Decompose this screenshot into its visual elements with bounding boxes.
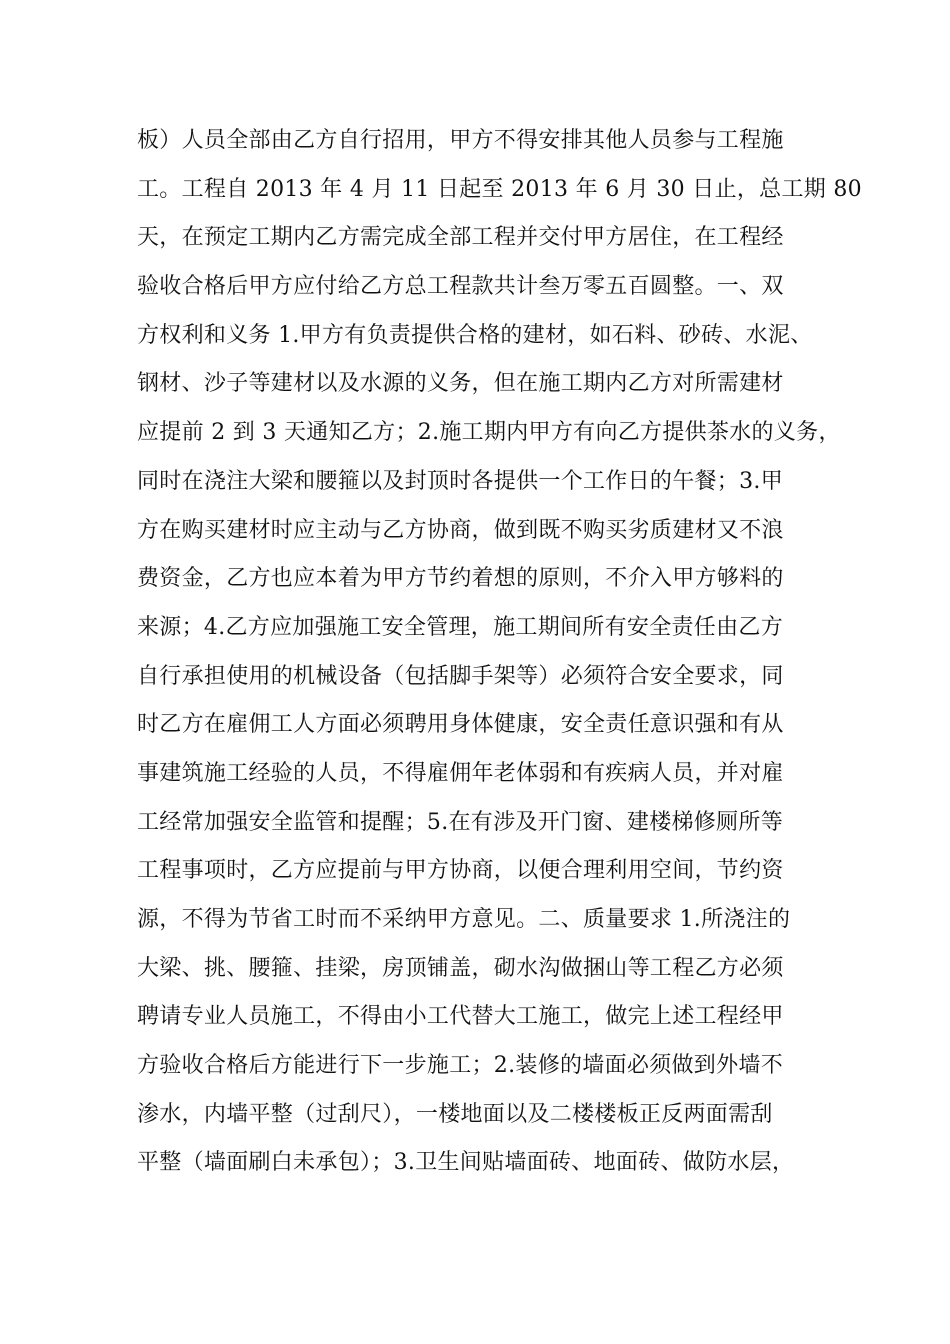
text-line: 费资金，乙方也应本着为甲方节约着想的原则，不介入甲方够料的 bbox=[137, 566, 784, 592]
text-line: 时乙方在雇佣工人方面必须聘用身体健康，安全责任意识强和有从 bbox=[137, 712, 784, 738]
text-line: 工经常加强安全监管和提醒；5.在有涉及开门窗、建楼梯修厕所等 bbox=[137, 809, 783, 835]
text-line: 平整（墙面刷白未承包）；3.卫生间贴墙面砖、地面砖、做防水层， bbox=[137, 1150, 795, 1176]
text-line: 板）人员全部由乙方自行招用，甲方不得安排其他人员参与工程施 bbox=[137, 128, 784, 153]
text-line: 验收合格后甲方应付给乙方总工程款共计叁万零五百圆整。一、双 bbox=[137, 274, 784, 300]
text-line: 方在购买建材时应主动与乙方协商，做到既不购买劣质建材又不浪 bbox=[137, 517, 784, 543]
text-line: 方权利和义务 1.甲方有负责提供合格的建材，如石料、砂砖、水泥、 bbox=[137, 322, 813, 348]
text-line: 工。工程自 2013 年 4 月 11 日起至 2013 年 6 月 30 日止，总工期 80 bbox=[137, 176, 862, 202]
text-line: 事建筑施工经验的人员，不得雇佣年老体弱和有疾病人员，并对雇 bbox=[137, 760, 784, 786]
text-line: 天，在预定工期内乙方需完成全部工程并交付甲方居住，在工程经 bbox=[137, 225, 784, 251]
text-line: 应提前 2 到 3 天通知乙方；2.施工期内甲方有向乙方提供茶水的义务， bbox=[137, 420, 841, 446]
text-line: 工程事项时，乙方应提前与甲方协商，以便合理利用空间，节约资 bbox=[137, 858, 784, 884]
text-line: 自行承担使用的机械设备（包括脚手架等）必须符合安全要求，同 bbox=[137, 663, 784, 689]
text-line: 来源；4.乙方应加强施工安全管理，施工期间所有安全责任由乙方 bbox=[137, 614, 783, 640]
text-line: 聘请专业人员施工，不得由小工代替大工施工，做完上述工程经甲 bbox=[137, 1004, 784, 1030]
text-line: 大梁、挑、腰箍、挂梁，房顶铺盖，砌水沟做捆山等工程乙方必须 bbox=[137, 955, 784, 981]
text-line: 方验收合格后方能进行下一步施工；2.装修的墙面必须做到外墙不 bbox=[137, 1053, 783, 1079]
text-line: 钢材、沙子等建材以及水源的义务，但在施工期内乙方对所需建材 bbox=[137, 371, 784, 397]
text-line: 同时在浇注大梁和腰箍以及封顶时各提供一个工作日的午餐；3.甲 bbox=[137, 468, 783, 494]
contract-body-text bbox=[137, 117, 862, 1188]
text-line: 源，不得为节省工时而不采纳甲方意见。二、质量要求 1.所浇注的 bbox=[137, 907, 791, 932]
text-line: 渗水，内墙平整（过刮尺），一楼地面以及二楼楼板正反两面需刮 bbox=[137, 1101, 773, 1127]
